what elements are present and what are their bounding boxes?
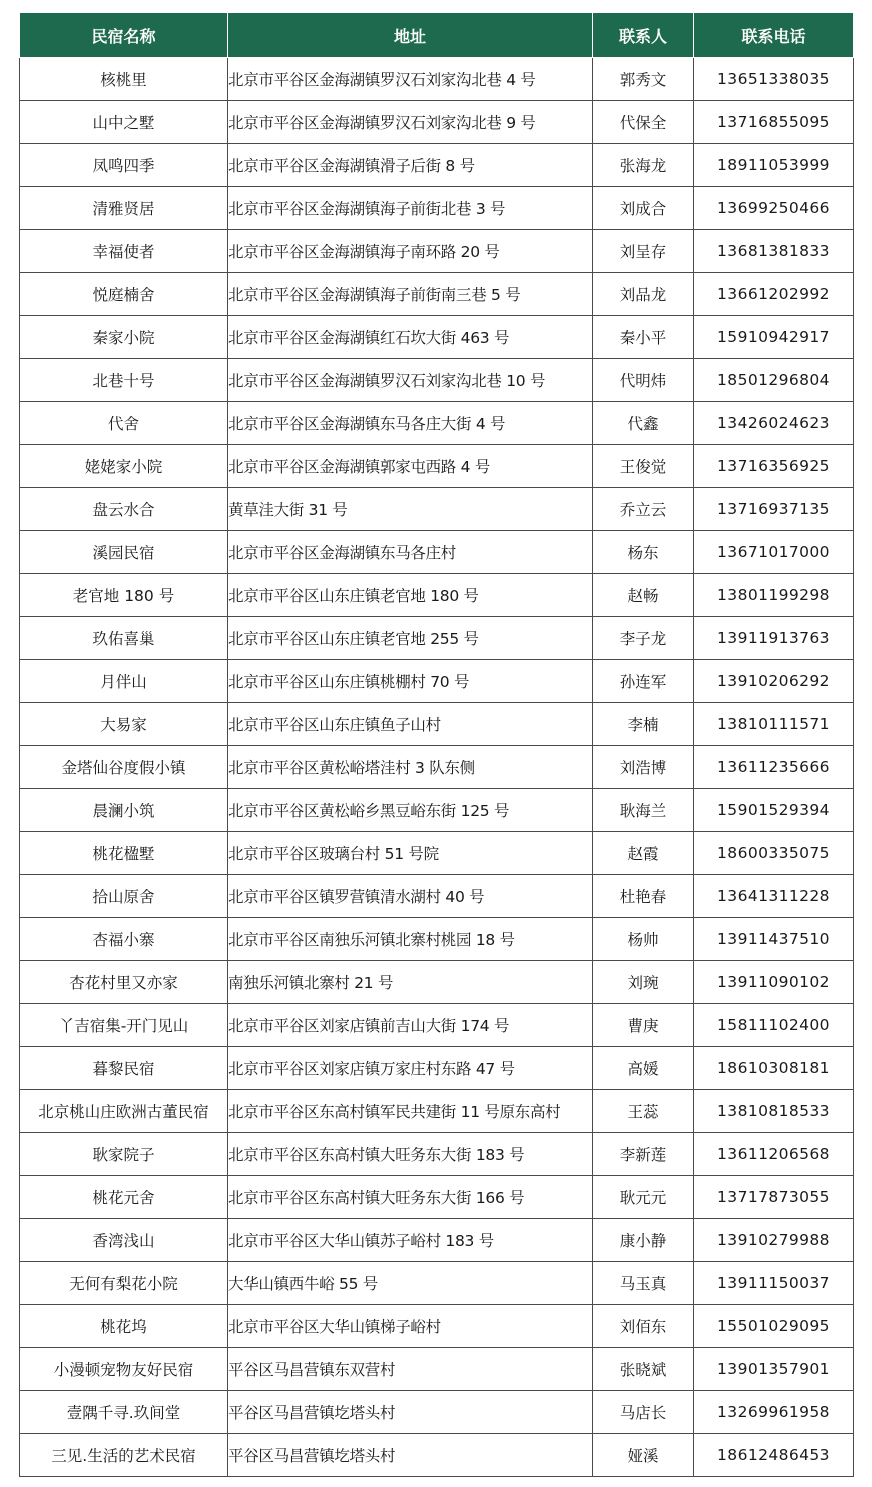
cell-address: 北京市平谷区金海湖镇东马各庄村 bbox=[228, 531, 593, 574]
cell-phone-number: 13911913763 bbox=[694, 617, 854, 660]
cell-address: 北京市平谷区金海湖镇海子南环路 20 号 bbox=[228, 230, 593, 273]
cell-contact-person: 郭秀文 bbox=[593, 58, 694, 101]
table-row bbox=[20, 875, 854, 918]
table-row bbox=[20, 101, 854, 144]
cell-contact-person: 刘佰东 bbox=[593, 1305, 694, 1348]
cell-phone-number: 13716855095 bbox=[694, 101, 854, 144]
cell-address: 黄草洼大街 31 号 bbox=[228, 488, 593, 531]
cell-phone-number: 18610308181 bbox=[694, 1047, 854, 1090]
cell-contact-person: 赵畅 bbox=[593, 574, 694, 617]
cell-homestay-name: 山中之墅 bbox=[20, 101, 228, 144]
table-row bbox=[20, 1176, 854, 1219]
cell-homestay-name: 老官地 180 号 bbox=[20, 574, 228, 617]
cell-contact-person: 王蕊 bbox=[593, 1090, 694, 1133]
cell-contact-person: 马店长 bbox=[593, 1391, 694, 1434]
table-row bbox=[20, 1047, 854, 1090]
cell-homestay-name: 香湾浅山 bbox=[20, 1219, 228, 1262]
cell-homestay-name: 代舍 bbox=[20, 402, 228, 445]
cell-phone-number: 15901529394 bbox=[694, 789, 854, 832]
table-row bbox=[20, 961, 854, 1004]
cell-homestay-name: 小漫顿宠物友好民宿 bbox=[20, 1348, 228, 1391]
cell-phone-number: 15501029095 bbox=[694, 1305, 854, 1348]
cell-address: 南独乐河镇北寨村 21 号 bbox=[228, 961, 593, 1004]
cell-contact-person: 张晓斌 bbox=[593, 1348, 694, 1391]
table-row bbox=[20, 273, 854, 316]
cell-contact-person: 高媛 bbox=[593, 1047, 694, 1090]
cell-phone-number: 13641311228 bbox=[694, 875, 854, 918]
cell-address: 北京市平谷区金海湖镇罗汉石刘家沟北巷 10 号 bbox=[228, 359, 593, 402]
cell-homestay-name: 桃花坞 bbox=[20, 1305, 228, 1348]
cell-address: 北京市平谷区黄松峪乡黑豆峪东街 125 号 bbox=[228, 789, 593, 832]
cell-contact-person: 刘成合 bbox=[593, 187, 694, 230]
cell-address: 北京市平谷区金海湖镇海子前街南三巷 5 号 bbox=[228, 273, 593, 316]
cell-address: 北京市平谷区黄松峪塔洼村 3 队东侧 bbox=[228, 746, 593, 789]
cell-address: 北京市平谷区大华山镇梯子峪村 bbox=[228, 1305, 593, 1348]
cell-address: 北京市平谷区山东庄镇桃棚村 70 号 bbox=[228, 660, 593, 703]
cell-address: 北京市平谷区金海湖镇红石坎大街 463 号 bbox=[228, 316, 593, 359]
cell-homestay-name: 暮黎民宿 bbox=[20, 1047, 228, 1090]
cell-contact-person: 李楠 bbox=[593, 703, 694, 746]
cell-phone-number: 18501296804 bbox=[694, 359, 854, 402]
cell-phone-number: 13681381833 bbox=[694, 230, 854, 273]
cell-homestay-name: 桃花楹墅 bbox=[20, 832, 228, 875]
cell-phone-number: 13661202992 bbox=[694, 273, 854, 316]
column-header-name: 民宿名称 bbox=[20, 13, 228, 58]
cell-homestay-name: 耿家院子 bbox=[20, 1133, 228, 1176]
cell-contact-person: 曹庚 bbox=[593, 1004, 694, 1047]
cell-phone-number: 15910942917 bbox=[694, 316, 854, 359]
cell-address: 北京市平谷区山东庄镇鱼子山村 bbox=[228, 703, 593, 746]
table-row bbox=[20, 703, 854, 746]
cell-phone-number: 13901357901 bbox=[694, 1348, 854, 1391]
cell-homestay-name: 桃花元舍 bbox=[20, 1176, 228, 1219]
cell-contact-person: 马玉真 bbox=[593, 1262, 694, 1305]
cell-phone-number: 13651338035 bbox=[694, 58, 854, 101]
table-row bbox=[20, 1305, 854, 1348]
table-row bbox=[20, 574, 854, 617]
cell-homestay-name: 月伴山 bbox=[20, 660, 228, 703]
table-row bbox=[20, 58, 854, 101]
cell-contact-person: 李子龙 bbox=[593, 617, 694, 660]
table-row bbox=[20, 359, 854, 402]
cell-address: 北京市平谷区东高村镇大旺务东大街 183 号 bbox=[228, 1133, 593, 1176]
table-row bbox=[20, 531, 854, 574]
cell-contact-person: 刘呈存 bbox=[593, 230, 694, 273]
cell-homestay-name: 金塔仙谷度假小镇 bbox=[20, 746, 228, 789]
cell-address: 北京市平谷区金海湖镇罗汉石刘家沟北巷 9 号 bbox=[228, 101, 593, 144]
cell-phone-number: 13717873055 bbox=[694, 1176, 854, 1219]
cell-phone-number: 13426024623 bbox=[694, 402, 854, 445]
cell-homestay-name: 晨澜小筑 bbox=[20, 789, 228, 832]
cell-phone-number: 18612486453 bbox=[694, 1434, 854, 1477]
cell-phone-number: 13671017000 bbox=[694, 531, 854, 574]
table-row bbox=[20, 488, 854, 531]
cell-homestay-name: 清雅贤居 bbox=[20, 187, 228, 230]
table-row bbox=[20, 1090, 854, 1133]
cell-phone-number: 13911150037 bbox=[694, 1262, 854, 1305]
cell-phone-number: 13911090102 bbox=[694, 961, 854, 1004]
table-row bbox=[20, 230, 854, 273]
cell-phone-number: 13910206292 bbox=[694, 660, 854, 703]
table-row bbox=[20, 445, 854, 488]
cell-address: 北京市平谷区金海湖镇滑子后街 8 号 bbox=[228, 144, 593, 187]
table-row bbox=[20, 1262, 854, 1305]
header-row bbox=[20, 13, 854, 58]
cell-phone-number: 15811102400 bbox=[694, 1004, 854, 1047]
cell-address: 北京市平谷区金海湖镇郭家屯西路 4 号 bbox=[228, 445, 593, 488]
table-row bbox=[20, 316, 854, 359]
cell-homestay-name: 悦庭楠舍 bbox=[20, 273, 228, 316]
cell-homestay-name: 姥姥家小院 bbox=[20, 445, 228, 488]
cell-contact-person: 刘浩博 bbox=[593, 746, 694, 789]
table-row bbox=[20, 746, 854, 789]
cell-homestay-name: 北京桃山庄欧洲古董民宿 bbox=[20, 1090, 228, 1133]
cell-phone-number: 13810111571 bbox=[694, 703, 854, 746]
cell-homestay-name: 杏福小寨 bbox=[20, 918, 228, 961]
cell-contact-person: 代鑫 bbox=[593, 402, 694, 445]
cell-phone-number: 13611206568 bbox=[694, 1133, 854, 1176]
cell-contact-person: 刘品龙 bbox=[593, 273, 694, 316]
column-header-address: 地址 bbox=[228, 13, 593, 58]
cell-homestay-name: 盘云水合 bbox=[20, 488, 228, 531]
table-row bbox=[20, 789, 854, 832]
cell-phone-number: 13716356925 bbox=[694, 445, 854, 488]
cell-contact-person: 秦小平 bbox=[593, 316, 694, 359]
cell-homestay-name: 玖佑喜巢 bbox=[20, 617, 228, 660]
table-row bbox=[20, 1133, 854, 1176]
cell-homestay-name: 杏花村里又亦家 bbox=[20, 961, 228, 1004]
cell-address: 北京市平谷区镇罗营镇清水湖村 40 号 bbox=[228, 875, 593, 918]
cell-contact-person: 耿海兰 bbox=[593, 789, 694, 832]
cell-address: 北京市平谷区山东庄镇老官地 255 号 bbox=[228, 617, 593, 660]
cell-address: 北京市平谷区金海湖镇东马各庄大街 4 号 bbox=[228, 402, 593, 445]
cell-address: 大华山镇西牛峪 55 号 bbox=[228, 1262, 593, 1305]
cell-address: 平谷区马昌营镇东双营村 bbox=[228, 1348, 593, 1391]
cell-address: 北京市平谷区山东庄镇老官地 180 号 bbox=[228, 574, 593, 617]
column-header-phone: 联系电话 bbox=[694, 13, 854, 58]
cell-contact-person: 康小静 bbox=[593, 1219, 694, 1262]
cell-homestay-name: 幸福使者 bbox=[20, 230, 228, 273]
cell-homestay-name: 三见.生活的艺术民宿 bbox=[20, 1434, 228, 1477]
cell-phone-number: 13611235666 bbox=[694, 746, 854, 789]
table-row bbox=[20, 617, 854, 660]
table-row bbox=[20, 1219, 854, 1262]
table-row bbox=[20, 660, 854, 703]
cell-contact-person: 杜艳春 bbox=[593, 875, 694, 918]
column-header-contact: 联系人 bbox=[593, 13, 694, 58]
table-row bbox=[20, 144, 854, 187]
cell-address: 北京市平谷区东高村镇军民共建街 11 号原东高村 bbox=[228, 1090, 593, 1133]
table-row bbox=[20, 918, 854, 961]
cell-address: 北京市平谷区大华山镇苏子峪村 183 号 bbox=[228, 1219, 593, 1262]
cell-phone-number: 13716937135 bbox=[694, 488, 854, 531]
cell-homestay-name: 凤鸣四季 bbox=[20, 144, 228, 187]
table-row bbox=[20, 1391, 854, 1434]
cell-contact-person: 刘琬 bbox=[593, 961, 694, 1004]
cell-contact-person: 耿元元 bbox=[593, 1176, 694, 1219]
cell-phone-number: 13269961958 bbox=[694, 1391, 854, 1434]
table-row bbox=[20, 1434, 854, 1477]
cell-homestay-name: 壹隅千寻.玖间堂 bbox=[20, 1391, 228, 1434]
cell-homestay-name: 北巷十号 bbox=[20, 359, 228, 402]
cell-address: 北京市平谷区刘家店镇万家庄村东路 47 号 bbox=[228, 1047, 593, 1090]
table-row bbox=[20, 1348, 854, 1391]
cell-homestay-name: 丫吉宿集-开门见山 bbox=[20, 1004, 228, 1047]
homestay-table-container bbox=[19, 12, 853, 1477]
cell-homestay-name: 无何有梨花小院 bbox=[20, 1262, 228, 1305]
cell-homestay-name: 拾山原舍 bbox=[20, 875, 228, 918]
cell-address: 平谷区马昌营镇圪塔头村 bbox=[228, 1434, 593, 1477]
table-row bbox=[20, 187, 854, 230]
cell-address: 北京市平谷区南独乐河镇北寨村桃园 18 号 bbox=[228, 918, 593, 961]
cell-address: 平谷区马昌营镇圪塔头村 bbox=[228, 1391, 593, 1434]
cell-contact-person: 杨帅 bbox=[593, 918, 694, 961]
cell-address: 北京市平谷区金海湖镇罗汉石刘家沟北巷 4 号 bbox=[228, 58, 593, 101]
cell-contact-person: 张海龙 bbox=[593, 144, 694, 187]
cell-contact-person: 代明炜 bbox=[593, 359, 694, 402]
cell-phone-number: 13910279988 bbox=[694, 1219, 854, 1262]
cell-homestay-name: 核桃里 bbox=[20, 58, 228, 101]
cell-phone-number: 13801199298 bbox=[694, 574, 854, 617]
cell-phone-number: 18600335075 bbox=[694, 832, 854, 875]
cell-contact-person: 杨东 bbox=[593, 531, 694, 574]
cell-contact-person: 娅溪 bbox=[593, 1434, 694, 1477]
table-body bbox=[20, 58, 854, 1477]
table-header bbox=[20, 13, 854, 58]
cell-contact-person: 代保全 bbox=[593, 101, 694, 144]
table-row bbox=[20, 1004, 854, 1047]
cell-contact-person: 李新莲 bbox=[593, 1133, 694, 1176]
cell-address: 北京市平谷区金海湖镇海子前街北巷 3 号 bbox=[228, 187, 593, 230]
cell-phone-number: 13810818533 bbox=[694, 1090, 854, 1133]
cell-contact-person: 赵霞 bbox=[593, 832, 694, 875]
cell-phone-number: 13699250466 bbox=[694, 187, 854, 230]
cell-contact-person: 孙连军 bbox=[593, 660, 694, 703]
homestay-table bbox=[19, 12, 854, 1477]
cell-address: 北京市平谷区刘家店镇前吉山大街 174 号 bbox=[228, 1004, 593, 1047]
cell-homestay-name: 大易家 bbox=[20, 703, 228, 746]
table-row bbox=[20, 402, 854, 445]
cell-homestay-name: 秦家小院 bbox=[20, 316, 228, 359]
cell-contact-person: 乔立云 bbox=[593, 488, 694, 531]
cell-homestay-name: 溪园民宿 bbox=[20, 531, 228, 574]
cell-address: 北京市平谷区东高村镇大旺务东大街 166 号 bbox=[228, 1176, 593, 1219]
cell-phone-number: 13911437510 bbox=[694, 918, 854, 961]
table-row bbox=[20, 832, 854, 875]
cell-address: 北京市平谷区玻璃台村 51 号院 bbox=[228, 832, 593, 875]
cell-contact-person: 王俊觉 bbox=[593, 445, 694, 488]
cell-phone-number: 18911053999 bbox=[694, 144, 854, 187]
